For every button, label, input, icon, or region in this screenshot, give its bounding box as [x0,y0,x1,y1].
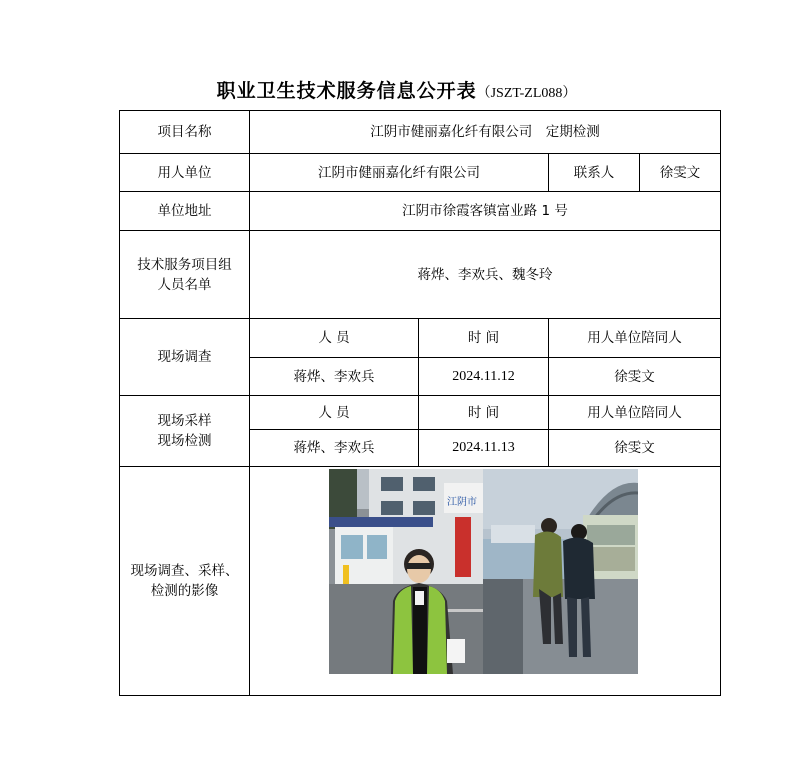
sampling-escort: 徐雯文 [549,430,721,467]
team-label-line1: 技术服务项目组 [137,256,232,273]
sampling-col-personnel: 人 员 [250,396,419,430]
survey-personnel: 蒋烨、李欢兵 [250,358,419,396]
row-project-name [120,111,721,154]
project-name-value: 江阴市健丽嘉化纤有限公司 定期检测 [250,111,721,154]
site-photo-2-image [483,469,638,674]
sampling-personnel: 蒋烨、李欢兵 [250,430,419,467]
site-photo-1 [329,469,483,674]
contact-label: 联系人 [549,154,640,192]
images-cell [250,467,721,696]
address-label: 单位地址 [120,192,250,231]
images-label-line1: 现场调查、采样、 [130,563,239,579]
team-label-line2: 人员名单 [157,276,212,293]
info-table [119,110,721,696]
photo-container [250,467,720,695]
survey-time: 2024.11.12 [419,358,549,396]
sampling-col-time: 时 间 [419,396,549,430]
row-team [120,231,721,319]
row-sampling-header [120,396,721,430]
survey-col-time: 时 间 [419,319,549,358]
sampling-label-line1: 现场采样 [157,413,212,429]
contact-value: 徐雯文 [640,154,721,192]
row-address [120,192,721,231]
employer-label: 用人单位 [120,154,250,192]
images-label [120,467,250,696]
document-code: （JSZT-ZL088） [476,86,577,101]
sampling-time: 2024.11.13 [419,430,549,467]
site-photo-2 [483,469,638,674]
images-label-line2: 检测的影像 [150,583,219,599]
sampling-col-escort: 用人单位陪同人 [549,396,721,430]
survey-label: 现场调查 [120,319,250,396]
survey-escort: 徐雯文 [549,358,721,396]
row-employer [120,154,721,192]
photo1-sign-text: 江阴市 [447,497,477,508]
sampling-label [120,396,250,467]
sampling-label-line2: 现场检测 [157,433,212,449]
address-value: 江阴市徐霞客镇富业路 1 号 [250,192,721,231]
document-title [0,76,793,103]
survey-col-personnel: 人 员 [250,319,419,358]
site-photo-1-image [329,469,483,674]
survey-col-escort: 用人单位陪同人 [549,319,721,358]
row-images [120,467,721,696]
employer-value: 江阴市健丽嘉化纤有限公司 [250,154,549,192]
row-survey-header [120,319,721,358]
team-value: 蒋烨、李欢兵、魏冬玲 [250,231,721,319]
team-label [120,231,250,319]
title-text: 职业卫生技术服务信息公开表 [216,80,477,102]
project-name-label: 项目名称 [120,111,250,154]
